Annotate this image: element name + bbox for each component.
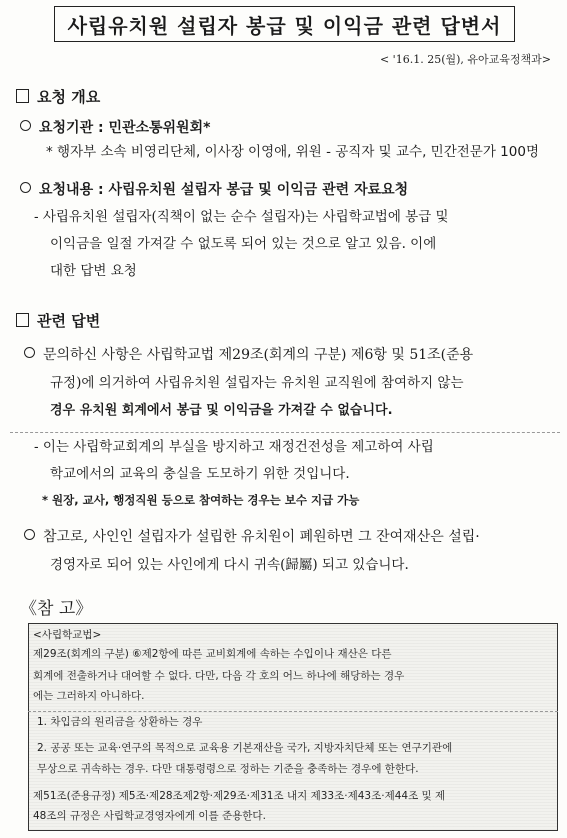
reference-line: 제29조(회계의 구분) ⑥제2항에 따른 교비회계에 속하는 수입이나 재산은 다른 bbox=[33, 648, 392, 660]
answer1-line: 규정)에 의거하여 사립유치원 설립자는 유치원 교직원에 참여하지 않는 bbox=[50, 375, 464, 391]
reference-box bbox=[28, 623, 558, 831]
reference-line: 2. 공공 또는 교육·연구의 목적으로 교육용 기본재산을 국가, 지방자치단체 또는 연구기관에 bbox=[37, 742, 453, 754]
answer1-sub-line: 학교에서의 교육의 충실을 도모하기 위한 것입니다. bbox=[50, 466, 350, 482]
answer1-line: 경우 유치원 회계에서 봉급 및 이익금을 가져갈 수 없습니다. bbox=[50, 403, 393, 418]
circle-bullet-icon bbox=[24, 529, 35, 540]
answer1-sub-line: - 이는 사립학교회계의 부실을 방지하고 재정건전성을 제고하여 사립 bbox=[34, 439, 434, 455]
circle-bullet-icon bbox=[24, 347, 35, 358]
scan-divider bbox=[10, 432, 560, 433]
checkbox-square-icon bbox=[16, 89, 29, 103]
answer2-line: 참고로, 사인인 설립자가 설립한 유치원이 폐원하면 그 잔여재산은 설립· bbox=[43, 529, 480, 545]
request-body-line: 대한 답변 요청 bbox=[50, 263, 137, 279]
circle-bullet-icon bbox=[20, 120, 31, 131]
section-heading-overview: 요청 개요 bbox=[16, 86, 100, 107]
requester-note: * 행자부 소속 비영리단체, 이사장 이영애, 위원 - 공직자 및 교수, 민간전문가 100명 bbox=[46, 144, 539, 160]
document-title: 사립유치원 설립자 봉급 및 이익금 관련 답변서 bbox=[54, 6, 515, 42]
request-row bbox=[20, 180, 408, 200]
answer2-row bbox=[24, 527, 480, 547]
request-body-line: - 사립유치원 설립자(직책이 없는 순수 설립자)는 사립학교법에 봉급 및 bbox=[34, 209, 449, 225]
requester-label: 요청기관 : 민관소통위원회* bbox=[39, 120, 211, 136]
checkbox-square-icon bbox=[16, 313, 29, 327]
answer1-row bbox=[24, 345, 473, 365]
reference-line: 무상으로 귀속하는 경우. 다만 대통령령으로 정하는 기준을 충족하는 경우에 한한다. bbox=[37, 763, 419, 775]
answer2-line: 경영자로 되어 있는 사인에게 다시 귀속(歸屬) 되고 있습니다. bbox=[50, 557, 409, 573]
request-label: 요청내용 : 사립유치원 설립자 봉급 및 이익금 관련 자료요청 bbox=[39, 182, 409, 198]
reference-line: 48조의 규정은 사립학교경영자에게 이를 준용한다. bbox=[33, 810, 266, 822]
scan-divider bbox=[28, 711, 558, 712]
answer1-line: 문의하신 사항은 사립학교법 제29조(회계의 구분) 제6항 및 51조(준용 bbox=[43, 347, 474, 363]
circle-bullet-icon bbox=[20, 182, 31, 193]
answer1-note: * 원장, 교사, 행정직원 등으로 참여하는 경우는 보수 지급 가능 bbox=[42, 493, 360, 507]
request-body-line: 이익금을 일절 가져갈 수 없도록 되어 있는 것으로 알고 있음. 이에 bbox=[50, 236, 437, 252]
section-heading-answer: 관련 답변 bbox=[16, 310, 100, 331]
reference-title: 《참 고》 bbox=[20, 599, 93, 619]
document-date: < '16.1. 25(월), 유아교육정책과> bbox=[379, 53, 551, 66]
reference-line: 에는 그러하지 아니하다. bbox=[33, 690, 145, 702]
requester-row bbox=[20, 118, 210, 138]
reference-line: <사립학교법> bbox=[33, 629, 102, 641]
reference-line: 1. 차입금의 원리금을 상환하는 경우 bbox=[37, 716, 203, 728]
reference-line: 제51조(준용규정) 제5조·제28조제2항·제29조·제31조 내지 제33조·제43조·제44조 및 제 bbox=[33, 790, 446, 802]
reference-line: 회계에 전출하거나 대여할 수 없다. 다만, 다음 각 호의 어느 하나에 해당하는 경우 bbox=[33, 670, 405, 682]
